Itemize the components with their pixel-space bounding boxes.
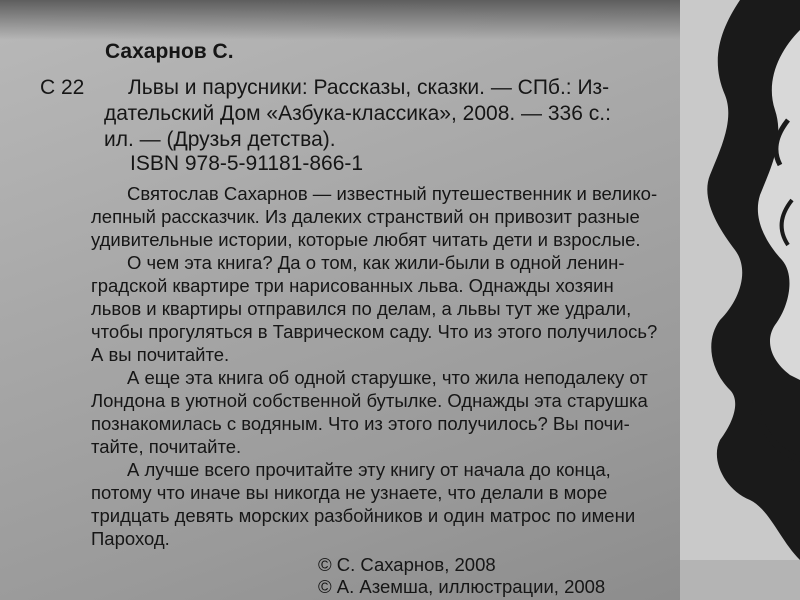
annotation-line: львов и квартиры отправился по делам, а львы тут же удрали, <box>91 298 632 319</box>
isbn-number: ISBN 978-5-91181-866-1 <box>130 152 364 175</box>
annotation-line: Святослав Сахарнов — известный путешественник и велико- <box>127 183 658 204</box>
annotation-line: градской квартире три нарисованных льва. Однажды хозяин <box>91 275 614 296</box>
copyright-author: © С. Сахарнов, 2008 <box>318 554 496 575</box>
annotation-line: А еще эта книга об одной старушке, что жила неподалеку от <box>127 367 648 388</box>
annotation-line: тридцать девять морских разбойников и один матрос по имени <box>91 505 636 526</box>
book-author: Сахарнов С. <box>105 40 234 63</box>
annotation-line: чтобы прогуляться в Таврическом саду. Что из этого получилось? <box>91 321 658 342</box>
annotation-line: Лондона в уютной собственной бутылке. Однажды эта старушка <box>91 390 648 411</box>
copyright-illustrator: © А. Аземша, иллюстрации, 2008 <box>318 576 606 597</box>
ink-illustration <box>680 0 800 600</box>
annotation-line: познакомилась с водяным. Что из этого получилось? Вы почи- <box>91 413 630 434</box>
annotation-line: Пароход. <box>91 528 170 549</box>
annotation-line: потому что иначе вы никогда не узнаете, что делали в море <box>91 482 608 503</box>
annotation-line: лепный рассказчик. Из далеких странствий он привозит разные <box>91 206 640 227</box>
annotation-line: О чем эта книга? Да о том, как жили-были в одной ленин- <box>127 252 625 273</box>
bibliographic-line: дательский Дом «Азбука-классика», 2008. — 336 с.: <box>104 102 611 125</box>
bibliographic-line: Львы и парусники: Рассказы, сказки. — СПб.: Из- <box>128 76 610 99</box>
annotation-line: тайте, почитайте. <box>91 436 242 457</box>
annotation-line: удивительные истории, которые любят читать дети и взрослые. <box>91 229 641 250</box>
annotation-line: А вы почитайте. <box>91 344 230 365</box>
classification-code: С 22 <box>40 76 85 99</box>
bibliographic-line: ил. — (Друзья детства). <box>104 128 336 151</box>
annotation-line: А лучше всего прочитайте эту книгу от начала до конца, <box>127 459 611 480</box>
